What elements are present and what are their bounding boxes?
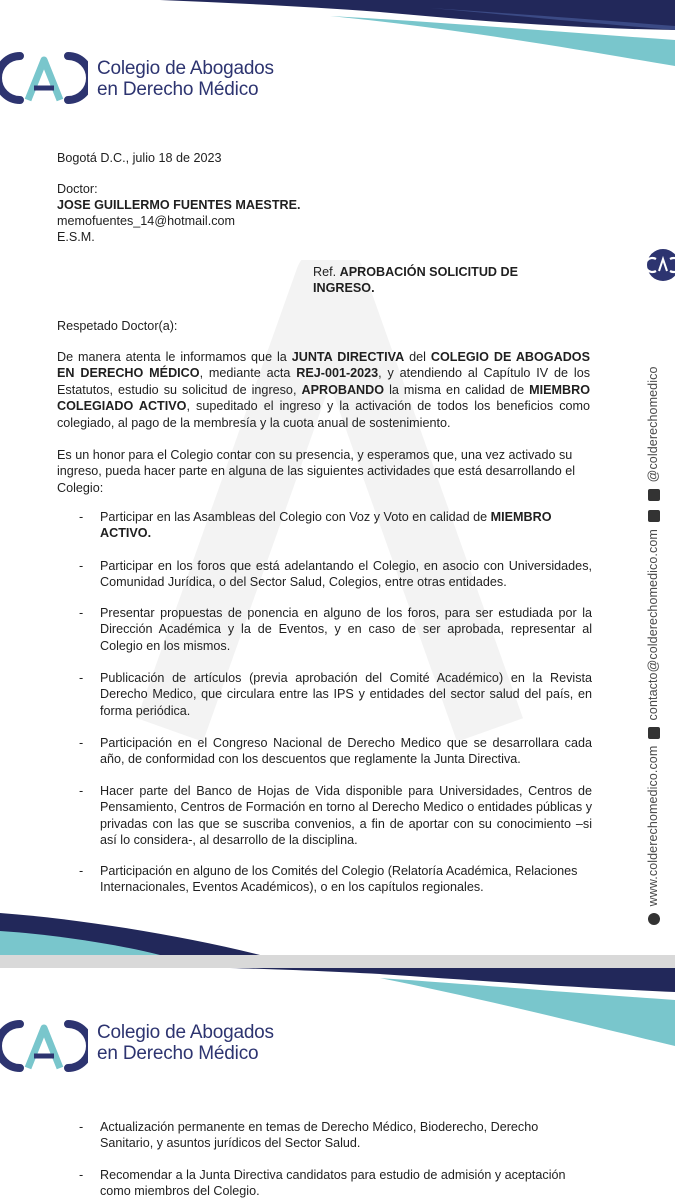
sidebar-contact-text bbox=[646, 366, 660, 928]
bullet-dash: - bbox=[79, 1168, 84, 1182]
globe-icon bbox=[648, 913, 660, 925]
esm-line: E.S.M. bbox=[57, 230, 95, 244]
college-name-line1: Colegio de Abogados bbox=[97, 58, 274, 79]
honor-paragraph: Es un honor para el Colegio contar con su presencia, y esperamos que, una vez activado su ingreso, pueda hacer parte en alguna de las siguientes actividades que está desarrollando el Colegio: bbox=[57, 448, 576, 495]
letter-date: Bogotá D.C., julio 18 de 2023 bbox=[57, 151, 222, 165]
activity-item-7: Participación en alguno de los Comités del Colegio (Relatoría Académica, Relaciones Internacionales, Eventos Académicos), o en los capítulos regionales. bbox=[100, 864, 578, 895]
college-name-line1: Colegio de Abogados bbox=[97, 1022, 274, 1043]
footer-swoosh bbox=[0, 905, 675, 955]
bullet-dash: - bbox=[79, 1120, 84, 1134]
college-logo-icon bbox=[0, 48, 88, 106]
instagram-icon bbox=[648, 489, 660, 501]
facebook-icon bbox=[648, 510, 660, 522]
activity-item-1: Participar en las Asambleas del Colegio con Voz y Voto en calidad de MIEMBRO ACTIVO. bbox=[100, 510, 552, 541]
activity-item-9: Recomendar a la Junta Directiva candidatos para estudio de admisión y aceptación como miembros del Colegio. bbox=[100, 1168, 566, 1199]
email-icon bbox=[648, 727, 660, 739]
sidebar-logo-icon bbox=[646, 248, 675, 282]
bullet-dash: - bbox=[79, 864, 84, 878]
bullet-dash: - bbox=[79, 784, 84, 798]
social-handle: @colderechomedico bbox=[646, 366, 660, 483]
page-gap bbox=[0, 955, 675, 968]
bullet-dash: - bbox=[79, 606, 84, 620]
recipient-name: JOSE GUILLERMO FUENTES MAESTRE. bbox=[57, 198, 301, 212]
ref-label: Ref. bbox=[313, 265, 337, 279]
activity-item-5: Participación en el Congreso Nacional de Derecho Medico que se desarrollara cada año, de conformidad con los descuentos que reglamente la Junta Directiva. bbox=[100, 736, 592, 767]
activity-item-6: Hacer parte del Banco de Hojas de Vida disponible para Universidades, Centros de Pensamiento, Centros de Formación en torno al Derecho Medico o entidades públicas y privadas con las que se suscriba convenios, a fin de aportar con su conocimiento –si así lo considera-, al desarrollo de la disciplina. bbox=[100, 784, 592, 848]
college-name bbox=[97, 1022, 274, 1064]
greeting: Respetado Doctor(a): bbox=[57, 319, 178, 333]
recipient-email: memofuentes_14@hotmail.com bbox=[57, 214, 235, 228]
bullet-dash: - bbox=[79, 559, 84, 573]
salutation-title: Doctor: bbox=[57, 182, 98, 196]
bullet-dash: - bbox=[79, 671, 84, 685]
ref-subject-line2: INGRESO. bbox=[313, 281, 375, 296]
contact-email: contacto@colderechomedico.com bbox=[646, 529, 660, 721]
college-name-line2: en Derecho Médico bbox=[97, 79, 259, 100]
website: www.colderechomedico.com bbox=[646, 745, 660, 907]
bullet-dash: - bbox=[79, 736, 84, 750]
activity-item-2: Participar en los foros que está adelantando el Colegio, en asocio con Universidades, Comunidad Jurídica, o del Sector Salud, Colegios, entre otras entidades. bbox=[100, 559, 592, 590]
bullet-dash: - bbox=[79, 510, 84, 524]
reference bbox=[313, 264, 518, 297]
activity-item-4: Publicación de artículos (previa aprobación del Comité Académico) en la Revista Derecho Medico, que circulara entre las IPS y entidades del sector salud del país, en forma periódica. bbox=[100, 671, 592, 718]
activity-item-8: Actualización permanente en temas de Derecho Médico, Bioderecho, Derecho Sanitario, y asuntos jurídicos del Sector Salud. bbox=[100, 1120, 539, 1151]
intro-paragraph: De manera atenta le informamos que la JUNTA DIRECTIVA del COLEGIO DE ABOGADOS EN DERECHO MÉDICO, mediante acta REJ-001-2023, y atendiendo al Capítulo IV de los Estatutos, estudio su solicitud de ingreso, APROBANDO la misma en calidad de MIEMBRO COLEGIADO ACTIVO, supeditado el ingreso y la activación de todos los beneficios como colegiado, al pago de la membresía y la cuota anual de sostenimiento. bbox=[57, 350, 591, 430]
activity-item-3: Presentar propuestas de ponencia en alguno de los foros, para ser estudiada por la Dirección Académica y la de Eventos, y en caso de ser aprobada, representar al Colegio en los mismos. bbox=[100, 606, 592, 653]
ref-subject-line1: APROBACIÓN SOLICITUD DE bbox=[339, 265, 519, 279]
college-logo-icon bbox=[0, 1016, 88, 1074]
letter-page-2 bbox=[0, 968, 675, 1200]
college-name bbox=[97, 58, 274, 100]
college-name-line2: en Derecho Médico bbox=[97, 1043, 259, 1064]
